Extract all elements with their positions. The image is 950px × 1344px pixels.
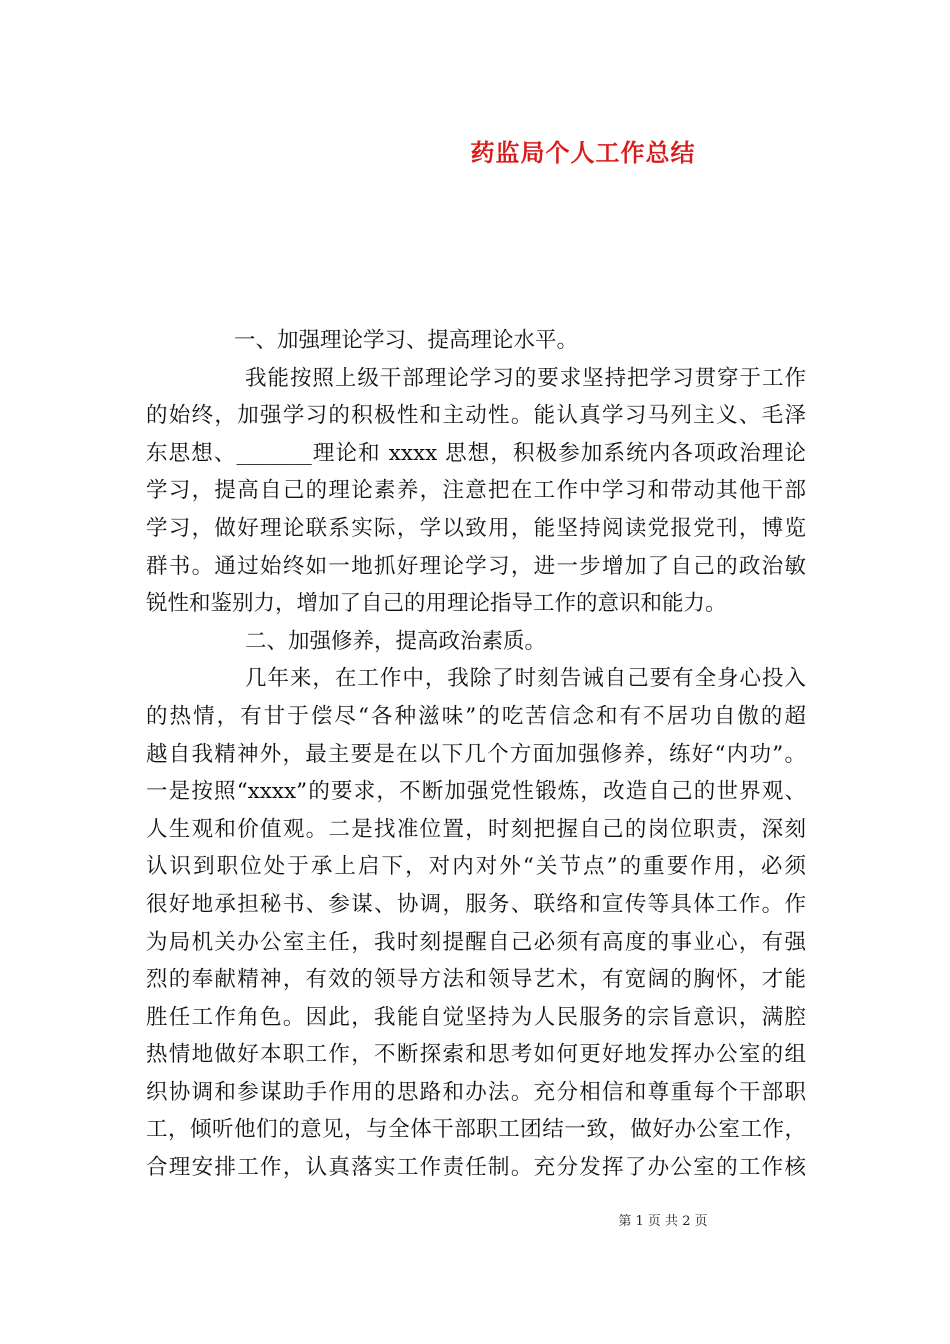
section1-line: 学习，提高自己的理论素养，注意把在工作中学习和带动其他干部	[146, 478, 806, 504]
section2-line: 工，倾听他们的意见，与全体干部职工团结一致，做好办公室工作，	[146, 1117, 806, 1143]
section2-line: 很好地承担秘书、参谋、协调，服务、联络和宣传等具体工作。作	[146, 891, 806, 917]
section1-line: 的始终，加强学习的积极性和主动性。能认真学习马列主义、毛泽	[146, 403, 806, 429]
section2-line: 越自我精神外，最主要是在以下几个方面加强修养，练好“内功”。	[146, 741, 806, 767]
section2-line: 合理安排工作，认真落实工作责任制。充分发挥了办公室的工作核	[146, 1155, 806, 1181]
section1-line: 学习，做好理论联系实际，学以致用，能坚持阅读党报党刊，博览	[146, 515, 806, 541]
section2-line: 胜任工作角色。因此，我能自觉坚持为人民服务的宗旨意识，满腔	[146, 1004, 806, 1030]
page-number: 第 1 页 共 2 页	[618, 1214, 708, 1229]
section2-heading: 二、加强修养，提高政治素质。	[245, 628, 547, 654]
section2-line: 的热情，有甘于偿尽“各种滋味”的吃苦信念和有不居功自傲的超	[146, 703, 806, 729]
section2-line: 为局机关办公室主任，我时刻提醒自己必须有高度的事业心，有强	[146, 929, 806, 955]
section1-line: 锐性和鉴别力，增加了自己的用理论指导工作的意识和能力。	[146, 591, 727, 617]
section1-line: 群书。通过始终如一地抓好理论学习，进一步增加了自己的政治敏	[146, 553, 806, 579]
document-body	[146, 322, 806, 1187]
section2-line: 人生观和价值观。二是找准位置，时刻把握自己的岗位职责，深刻	[146, 816, 806, 842]
page-footer	[0, 1210, 950, 1229]
section1-heading: 一、加强理论学习、提高理论水平。	[234, 328, 579, 353]
document-title: 药监局个人工作总结	[470, 138, 696, 167]
section2-line: 织协调和参谋助手作用的思路和办法。充分相信和尊重每个干部职	[146, 1079, 806, 1105]
section2-line: 几年来，在工作中，我除了时刻告诫自己要有全身心投入	[245, 666, 806, 692]
section1-line: 我能按照上级干部理论学习的要求坚持把学习贯穿于工作	[245, 365, 806, 391]
section2-line: 热情地做好本职工作，不断探索和思考如何更好地发挥办公室的组	[146, 1042, 806, 1068]
section2-line: 一是按照“xxxx”的要求，不断加强党性锻炼，改造自己的世界观、	[146, 779, 806, 805]
section1-line: 东思想、_______理论和 xxxx 思想，积极参加系统内各项政治理论	[146, 440, 806, 466]
section2-line: 认识到职位处于承上启下，对内对外“关节点”的重要作用，必须	[146, 854, 806, 880]
section2-line: 烈的奉献精神，有效的领导方法和领导艺术，有宽阔的胸怀，才能	[146, 967, 806, 993]
